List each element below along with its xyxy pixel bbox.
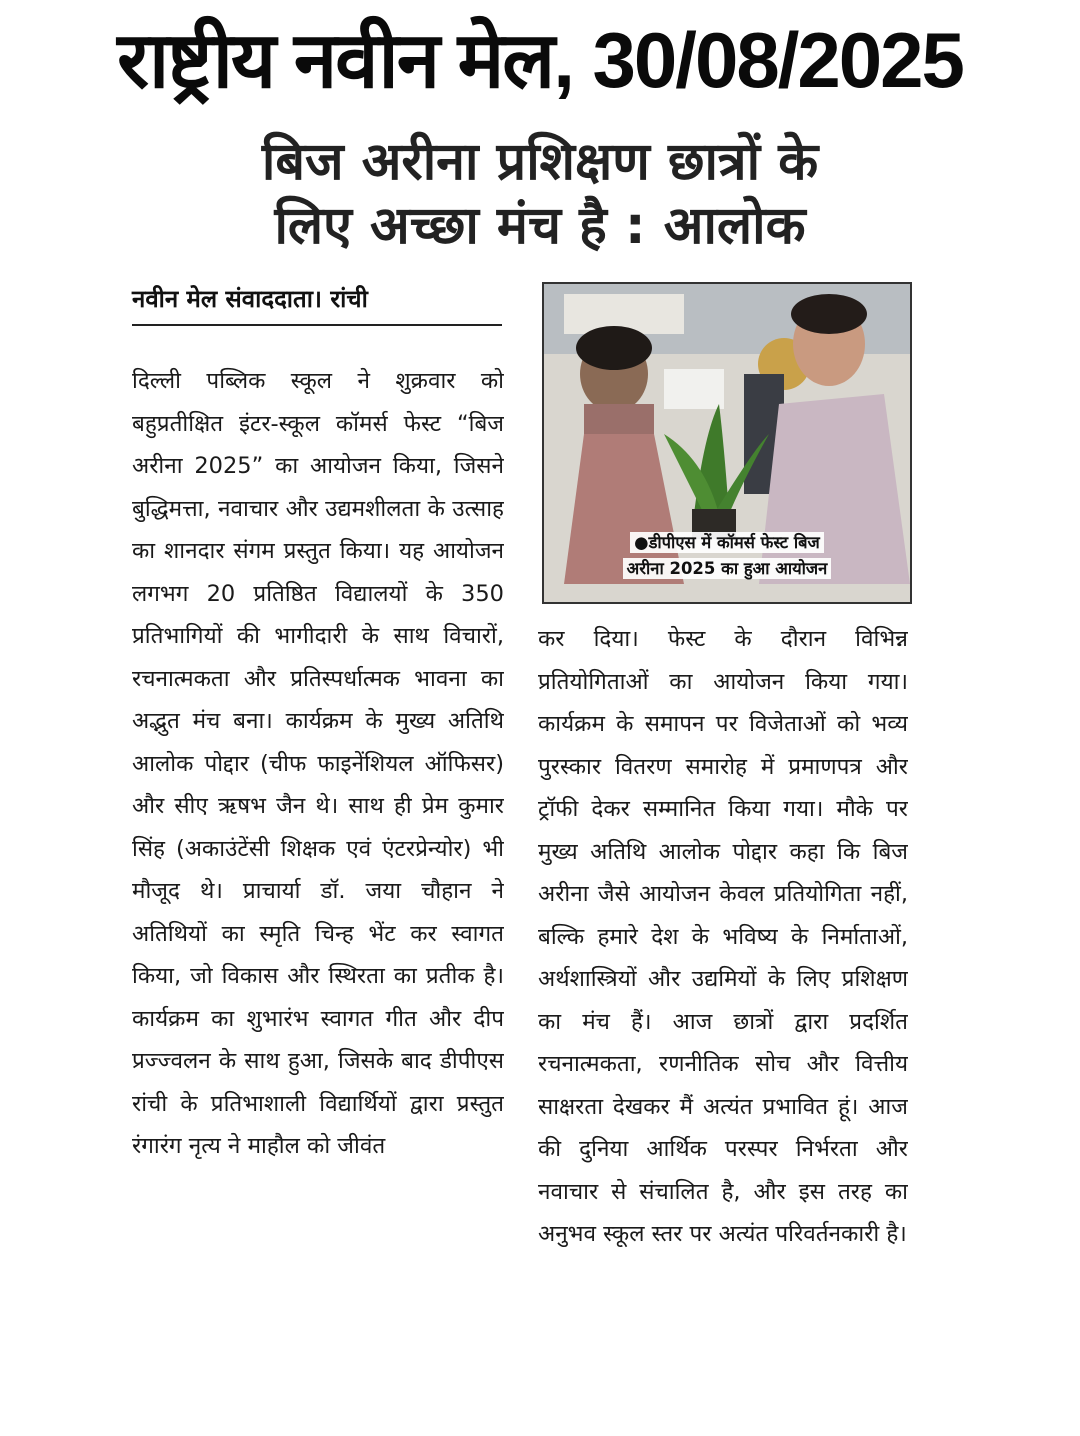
article-headline	[60, 130, 1020, 258]
headline-line-1: बिज अरीना प्रशिक्षण छात्रों के	[261, 132, 819, 192]
byline: नवीन मेल संवाददाता। रांची	[132, 285, 368, 313]
byline-divider	[132, 324, 502, 326]
headline-line-2: लिए अच्छा मंच है : आलोक	[274, 196, 806, 256]
article-photo	[542, 282, 912, 604]
body-column-right: कर दिया। फेस्ट के दौरान विभिन्न प्रतियोगिताओं का आयोजन किया गया। कार्यक्रम के समापन पर विजेताओं को भव्य पुरस्कार वितरण समारोह में प्रमाणपत्र और ट्रॉफी देकर सम्मानित किया गया। मौके पर मुख्य अतिथि आलोक पोद्दार कहा कि बिज अरीना जैसे आयोजन केवल प्रतियोगिता नहीं, बल्कि हमारे देश के भविष्य के निर्माताओं, अर्थशास्त्रियों और उद्यमियों के लिए प्रशिक्षण का मंच हैं। आज छात्रों द्वारा प्रदर्शित रचनात्मकता, रणनीतिक सोच और वित्तीय साक्षरता देखकर मैं अत्यंत प्रभावित हूं। आज की दुनिया आर्थिक परस्पर निर्भरता और नवाचार से संचालित है, और इस तरह का अनुभव स्कूल स्तर पर अत्यंत परिवर्तनकारी है।	[538, 626, 908, 1247]
photo-caption	[552, 530, 902, 582]
caption-line-2: अरीना 2025 का हुआ आयोजन	[623, 558, 832, 579]
caption-line-1: ●डीपीएस में कॉमर्स फेस्ट बिज	[630, 532, 824, 553]
masthead-title: राष्ट्रीय नवीन मेल, 30/08/2025	[117, 16, 963, 104]
body-column-left: दिल्ली पब्लिक स्कूल ने शुक्रवार को बहुप्रतीक्षित इंटर-स्कूल कॉमर्स फेस्ट “बिज अरीना 2025” का आयोजन किया, जिसने बुद्धिमत्ता, नवाचार और उद्यमशीलता के उत्साह का शानदार संगम प्रस्तुत किया। यह आयोजन लगभग 20 प्रतिष्ठित विद्यालयों के 350 प्रतिभागियों की भागीदारी के साथ विचारों, रचनात्मकता और प्रतिस्पर्धात्मक भावना का अद्भुत मंच बना। कार्यक्रम के मुख्य अतिथि आलोक पोद्दार (चीफ फाइनेंशियल ऑफिसर) और सीए ऋषभ जैन थे। साथ ही प्रेम कुमार सिंह (अकाउंटेंसी शिक्षक एवं एंटरप्रेन्योर) भी मौजूद थे। प्राचार्या डॉ. जया चौहान ने अतिथियों का स्मृति चिन्ह भेंट कर स्वागत किया, जो विकास और स्थिरता का प्रतीक है। कार्यक्रम का शुभारंभ स्वागत गीत और दीप प्रज्ज्वलन के साथ हुआ, जिसके बाद डीपीएस रांची के प्रतिभाशाली विद्यार्थियों द्वारा प्रस्तुत रंगारंग नृत्य ने माहौल को जीवंत	[132, 368, 504, 1159]
